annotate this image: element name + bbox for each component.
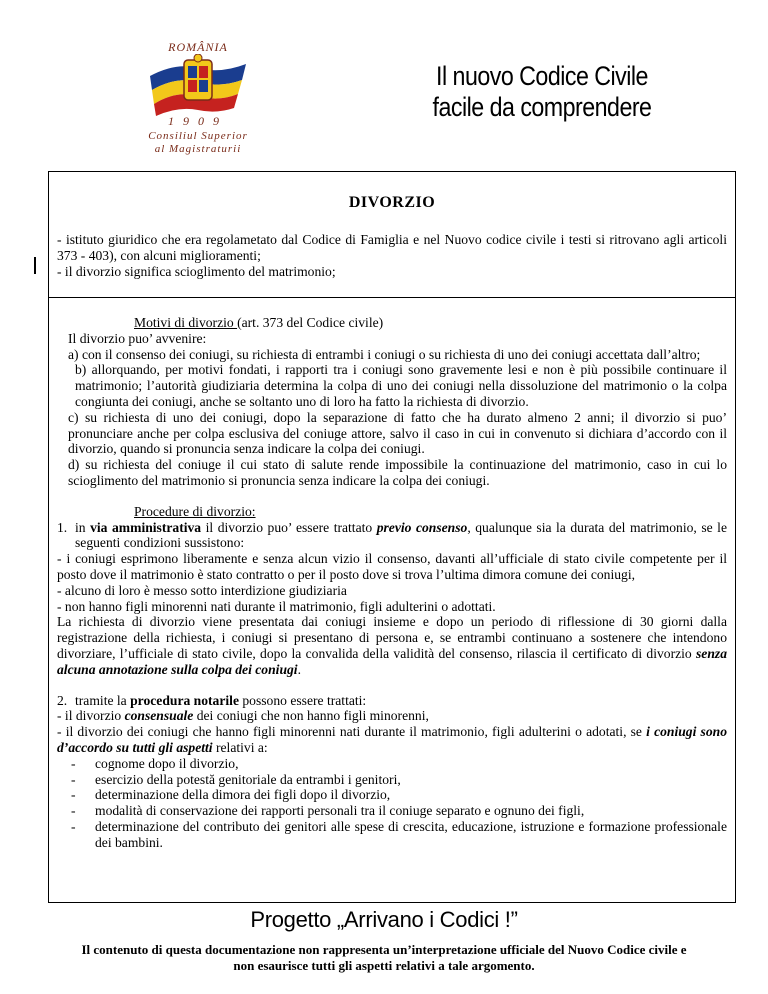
coat-of-arms-flag-icon <box>146 54 250 116</box>
motivo-d: d) su richiesta del coniuge il cui stato di salute rende impossibile la continuazione del matrimonio, caso in cui lo scioglimento del matrimonio si pronuncia senza indicare la colpa dei coniugi. <box>68 457 727 488</box>
main-content <box>57 315 727 851</box>
logo-institution <box>138 130 258 156</box>
aspect-item: - cognome dopo il divorzio, <box>71 755 239 771</box>
motivo-c: c) su richiesta di uno dei coniugi, dopo la separazione di fatto che ha durato almeno 2 anni; il divorzio si puo’ pronunciare anche per colpa esclusiva del coniuge attore, salvo il caso in cui in convenuto si dichiara d’accordo con il divorzio, quando si pronuncia senza indicare la colpa dei coniugi. <box>68 409 727 457</box>
definition-text <box>57 232 727 279</box>
definition-box <box>48 171 736 298</box>
condition-line: - i coniugi esprimono liberamente e senza alcun vizio il consenso, davanti all’ufficiale di stato civile competente per il posto dove il matrimonio è stato contratto o per il posto dove si trova l’ultima dimora comune dei coniugi, <box>57 551 727 582</box>
procedure-item-2: 2. tramite la procedura notarile possono essere trattati: <box>57 692 367 708</box>
condition-line: - non hanno figli minorenni nati durante il matrimonio, figli adulterini o adottati. <box>57 598 496 614</box>
project-title: Progetto „Arrivano i Codici !” <box>250 907 518 932</box>
logo-institution-line2: al Magistraturii <box>154 143 242 155</box>
condition-line: - alcuno di loro è messo sotto interdizione giudiziaria <box>57 582 347 598</box>
section-heading: DIVORZIO <box>348 194 436 211</box>
logo-country: ROMÂNIA <box>168 40 228 54</box>
definition-line: - istituto giuridico che era regolametato dal Codice di Famiglia e nel Nuovo codice civile i testi si ritrovano agli articoli 373 - 403), con alcuni miglioramenti; <box>57 232 727 263</box>
change-bar <box>34 257 36 274</box>
disclaimer-line1: Il contenuto di questa documentazione non rappresenta un’interpretazione ufficiale del Nuovo Codice civile e <box>81 942 687 957</box>
aspect-item: - determinazione del contributo dei genitori alle spese di crescita, educazione, istruzione e formazione professionale dei bambini. <box>71 818 727 850</box>
main-content-box <box>48 297 736 903</box>
motivi-title: Motivi di divorzio (art. 373 del Codice civile) <box>134 315 384 330</box>
aspect-item: - esercizio della potestă genitoriale da entrambi i genitori, <box>71 771 401 787</box>
page-title <box>413 61 671 123</box>
procedure-title: Procedure di divorzio: <box>134 503 256 519</box>
logo-institution-line1: Consiliul Superior <box>148 130 248 142</box>
motivi-intro: Il divorzio puo’ avvenire: <box>68 330 207 346</box>
motivo-b: b) allorquando, per motivi fondati, i rapporti tra i coniugi sono gravemente lesi e non è più possibile continuare il matrimonio; l’autorità giudiziaria determina la colpa di uno dei coniugi nella dissoluzione del matrimonio o la colpa congiunta dei coniugi, anche se soltanto uno di loro ha fatto la richiesta di divorzio. <box>75 362 727 409</box>
title-line2: facile da comprendere <box>432 92 652 122</box>
definition-line: - il divorzio significa scioglimento del matrimonio; <box>57 263 336 279</box>
csm-logo <box>138 40 258 158</box>
logo-year: 1909 <box>168 114 228 128</box>
admin-procedure-text: La richiesta di divorzio viene presentata dai coniugi insieme e dopo un periodo di riflessione di 30 giorni dalla registrazione della richiesta, i coniugi si presentano di persona e, se entrambi continuano a sostenere che intendono divorziare, l’ufficiale di stato civile, dopo la convalida della validità del consenso, rilascia il certificato di divorzio senza alcuna annotazione sulla colpa dei coniugi. <box>57 614 727 677</box>
notarile-line: - il divorzio consensuale dei coniugi che non hanno figli minorenni, <box>57 708 429 724</box>
notarile-line: - il divorzio dei coniugi che hanno figli minorenni nati durante il matrimonio, figli adulterini o adotati, se i coniugi sono d’accordo su tutti gli aspetti relativi a: <box>57 724 727 755</box>
aspect-item: - determinazione della dimora dei figli dopo il divorzio, <box>71 787 391 803</box>
procedure-item-1: 1. in via amministrativa il divorzio puo’ essere trattato previo consenso, qualunque sia la durata del matrimonio, se le seguenti condizioni sussistono: <box>57 519 727 551</box>
title-line1: Il nuovo Codice Civile <box>436 61 648 91</box>
aspect-item: - modalità di conservazione dei rapporti personali tra il coniuge separato e ognuno dei figli, <box>71 803 585 819</box>
motivo-a: a) con il consenso dei coniugi, su richiesta di entrambi i coniugi o su richiesta di uno dei coniugi accettata dall’altro; <box>68 346 701 362</box>
disclaimer <box>50 942 718 974</box>
disclaimer-line2: non esaurisce tutti gli aspetti relativi a tale argomento. <box>233 958 535 973</box>
